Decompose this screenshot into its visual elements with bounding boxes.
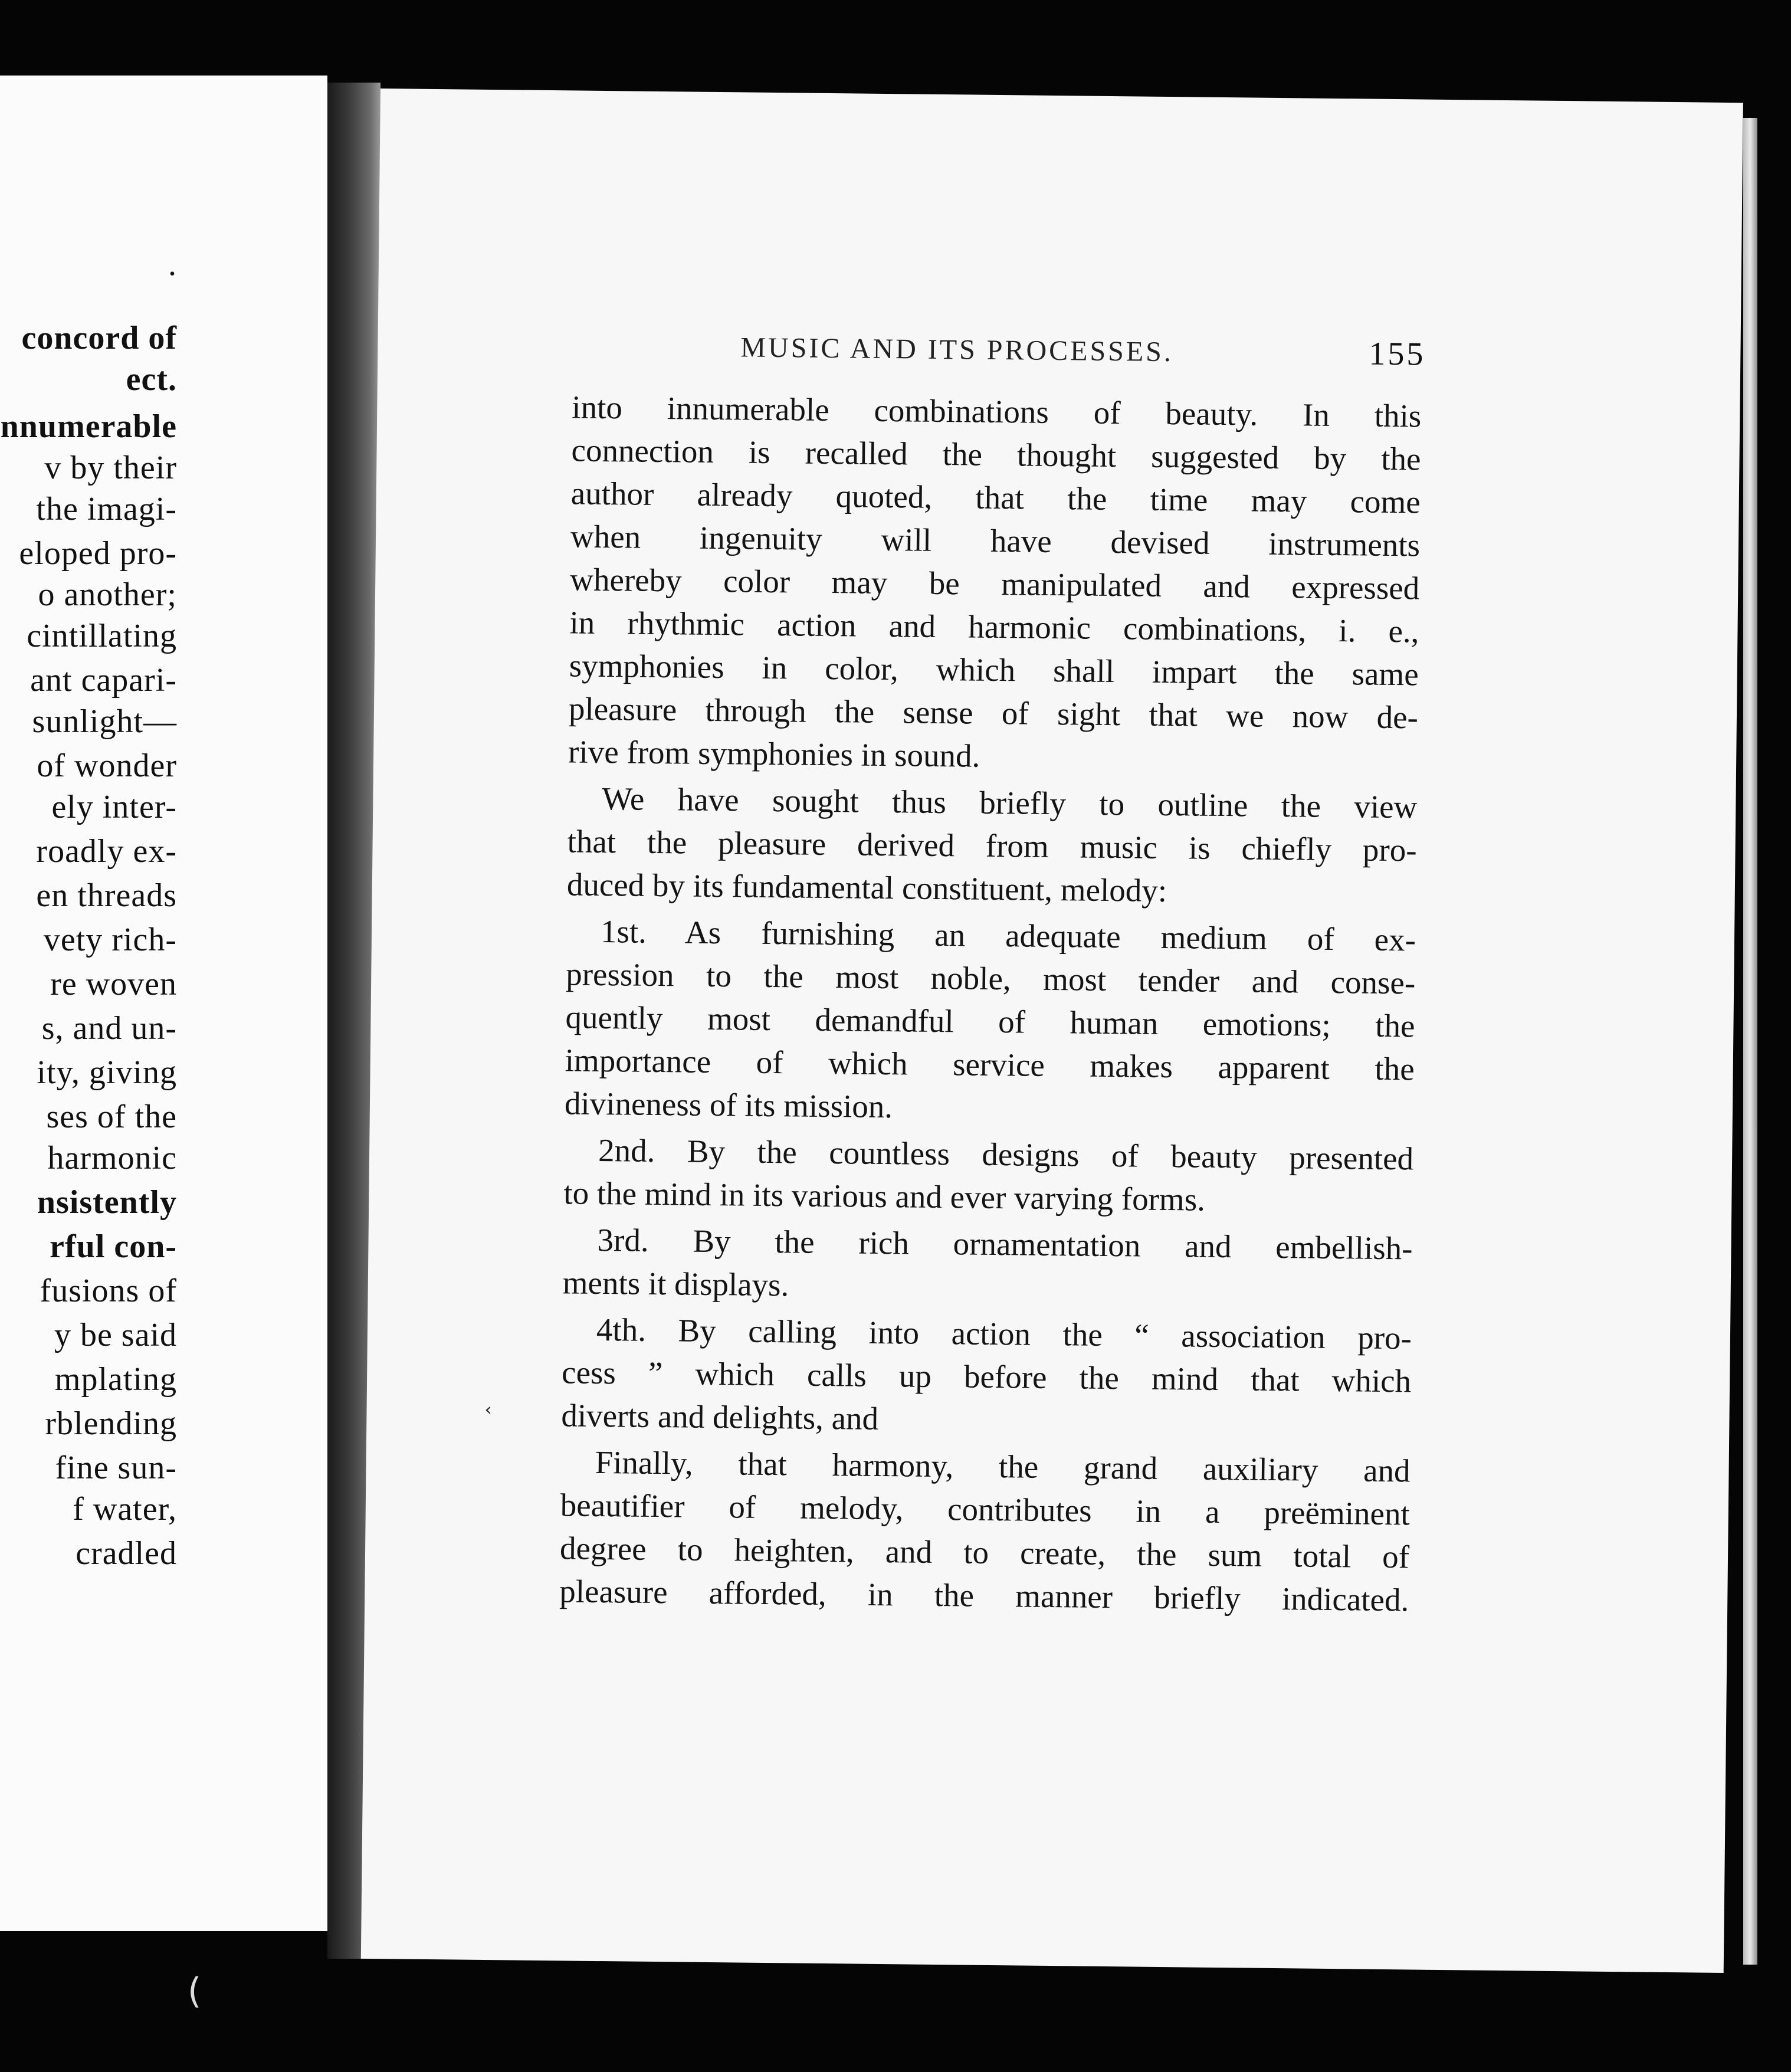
left-page-line: the imagi-	[36, 491, 177, 527]
left-page-line: fusions of	[40, 1273, 177, 1309]
left-page-line: ity, giving	[37, 1054, 177, 1091]
body-line: into innumerable combinations of beauty. In this	[572, 389, 1422, 434]
left-page-line: of wonder	[37, 748, 177, 784]
left-page-line: en threads	[36, 877, 177, 914]
left-page-line: nsistently	[37, 1184, 177, 1221]
left-page-line: f water,	[73, 1491, 177, 1527]
body-line: degree to heighten, and to create, the sum total of	[559, 1530, 1410, 1575]
left-page-line: fine sun-	[55, 1450, 177, 1486]
body-line: that the pleasure derived from music is chiefly pro-	[567, 823, 1417, 868]
left-page-line: vety rich-	[43, 922, 177, 958]
body-line: 3rd. By the rich ornamentation and embellish-	[597, 1221, 1413, 1267]
body-line: quently most demandful of human emotions; the	[565, 999, 1415, 1044]
ink-speck: ‹	[484, 1399, 492, 1421]
body-line: author already quoted, that the time may come	[570, 475, 1421, 520]
left-page-line: cradled	[76, 1535, 177, 1572]
body-line: to the mind in its various and ever varying forms.	[563, 1175, 1206, 1218]
left-page-line: s, and un-	[41, 1010, 177, 1047]
left-page-line: o another;	[38, 576, 177, 613]
left-page-line: rblending	[45, 1405, 177, 1442]
body-line: divineness of its mission.	[564, 1085, 893, 1125]
left-page-line: sunlight—	[32, 703, 177, 740]
page-number: 155	[1369, 335, 1426, 373]
running-head: MUSIC AND ITS PROCESSES.	[740, 332, 1174, 368]
left-page-line: eloped pro-	[19, 535, 177, 572]
body-line: connection is recalled the thought suggested by the	[571, 432, 1421, 477]
left-page-line: .	[168, 246, 177, 283]
body-line: cess ” which calls up before the mind that which	[561, 1354, 1412, 1399]
left-page-line: v by their	[44, 450, 177, 486]
left-page-line: re woven	[50, 966, 177, 1002]
body-line: 4th. By calling into action the “ association pro-	[596, 1311, 1412, 1356]
body-line: beautifier of melody, contributes in a preëminent	[560, 1487, 1411, 1532]
left-page-line: ect.	[126, 361, 177, 398]
left-page-text	[0, 76, 327, 1931]
left-page-line: concord of	[21, 320, 177, 356]
body-line: We have sought thus briefly to outline the view	[602, 780, 1418, 825]
body-line: rive from symphonies in sound.	[568, 733, 980, 774]
left-page-line: ant capari-	[30, 662, 177, 699]
left-page-line: mplating	[54, 1361, 177, 1398]
body-line: 1st. As furnishing an adequate medium of ex-	[600, 913, 1416, 958]
body-line: when ingenuity will have devised instruments	[570, 518, 1421, 563]
left-page-line: nnumerable	[0, 408, 177, 445]
body-line: whereby color may be manipulated and expressed	[569, 561, 1420, 606]
body-line: 2nd. By the countless designs of beauty presented	[598, 1132, 1414, 1177]
body-line: symphonies in color, which shall impart the same	[569, 647, 1419, 693]
body-line: duced by its fundamental constituent, melody:	[566, 866, 1167, 909]
left-page-line: ely inter-	[51, 789, 177, 825]
left-page	[0, 76, 327, 1931]
body-text	[559, 385, 1422, 1621]
left-page-line: cintillating	[27, 618, 177, 654]
body-line: in rhythmic action and harmonic combinations, i. e.,	[569, 604, 1419, 650]
left-page-line: ses of the	[46, 1099, 177, 1135]
body-line: pleasure through the sense of sight that we now de-	[568, 690, 1419, 736]
body-line: Finally, that harmony, the grand auxiliary and	[595, 1444, 1411, 1489]
body-line: ments it displays.	[562, 1264, 789, 1303]
right-page-edge	[1743, 118, 1757, 1965]
left-page-line: rful con-	[50, 1228, 177, 1265]
left-page-line: y be said	[54, 1317, 177, 1353]
body-line: pleasure afforded, in the manner briefly indicated.	[559, 1573, 1409, 1618]
right-page	[361, 88, 1743, 1973]
scan-artifact: (	[188, 1971, 202, 2012]
body-line: pression to the most noble, most tender and conse-	[565, 956, 1416, 1001]
left-page-line: harmonic	[47, 1140, 177, 1176]
body-line: diverts and delights, and	[561, 1397, 879, 1437]
body-line: importance of which service makes apparent the	[565, 1042, 1415, 1087]
left-page-line: roadly ex-	[36, 833, 177, 870]
